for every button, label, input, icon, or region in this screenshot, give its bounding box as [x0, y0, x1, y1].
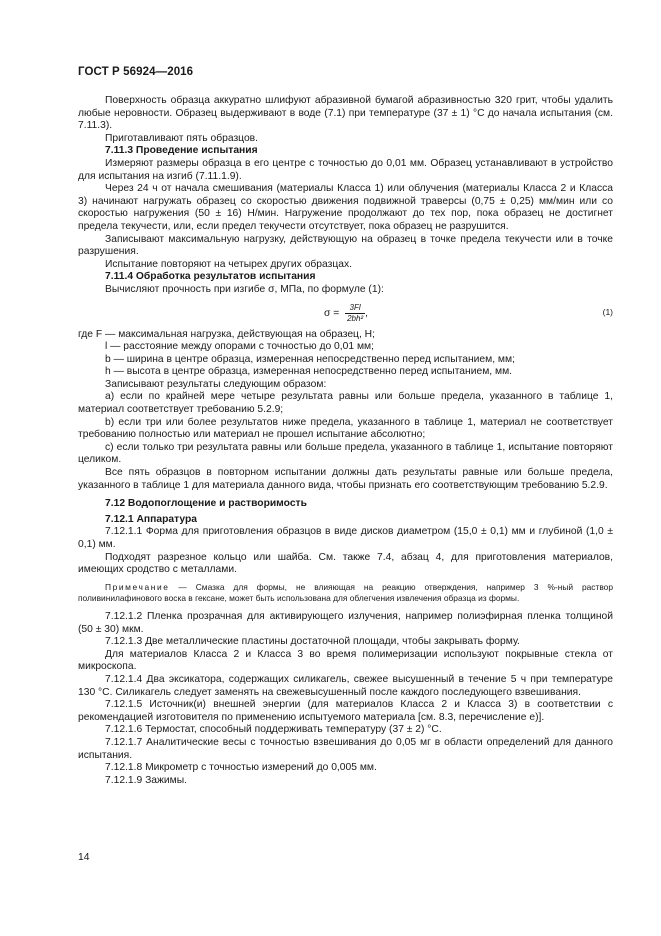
formula-lhs: σ = [324, 307, 340, 319]
paragraph: 7.12.1.6 Термостат, способный поддерживать температуру (37 ± 2) °С. [105, 724, 442, 736]
page-number: 14 [78, 852, 90, 863]
definition-h: h — высота в центре образца, измеренная непосредственно перед испытанием, мм. [105, 366, 513, 378]
formula-number: (1) [602, 306, 613, 317]
definition-l: l — расстояние между опорами с точностью до 0,01 мм; [105, 341, 374, 353]
formula-numerator: 3Fl [345, 303, 365, 314]
paragraph: Все пять образцов в повторном испытании должны дать результаты равные или больше предела, указанного в таблице 1 для материала данного вида, чтобы признать его соответствующим требованию 5.2.9. [78, 467, 613, 491]
note-label: Примечание [105, 581, 170, 592]
paragraph: 7.12.1.3 Две металлические пластины достаточной площади, чтобы закрывать форму. [105, 636, 520, 648]
paragraph: 7.12.1.9 Зажимы. [105, 774, 188, 786]
paragraph: Приготавливают пять образцов. [105, 132, 258, 144]
page-header-title: ГОСТ Р 56924—2016 [78, 66, 194, 78]
section-heading-7-12: 7.12 Водопоглощение и растворимость [105, 498, 307, 510]
formula-1 [78, 297, 613, 329]
definition-F: где F — максимальная нагрузка, действующая на образец, Н; [78, 328, 375, 340]
paragraph: Записывают результаты следующим образом: [105, 378, 327, 390]
section-heading-7-12-1: 7.12.1 Аппаратура [105, 513, 198, 525]
paragraph: 7.12.1.2 Пленка прозрачная для активирующего излучения, например полиэфирная пленка толщиной (50 ± 30) мкм. [78, 610, 613, 635]
formula-expression [324, 303, 368, 324]
formula-fraction [345, 303, 365, 324]
paragraph: Подходят разрезное кольцо или шайба. См. также 7.4, абзац 4, для приготовления материалов, имеющих сродство с металлами. [78, 551, 613, 576]
definition-b: b — ширина в центре образца, измеренная непосредственно перед испытанием, мм; [105, 353, 515, 365]
list-item-c: c) если только три результата равны или больше предела, указанного в таблице 1, испытание повторяют целиком. [78, 441, 613, 466]
paragraph: 7.12.1.5 Источник(и) внешней энергии (для материалов Класса 2 и Класса 3) в соответствии с рекомендацией изготовителя по применению испытуемого материала [см. 8.3, перечисление е)]. [78, 699, 613, 723]
document-body [78, 95, 613, 787]
section-heading-7-11-4: 7.11.4 Обработка результатов испытания [105, 271, 316, 283]
formula-trail: , [365, 307, 368, 319]
paragraph: 7.12.1.7 Аналитические весы с точностью взвешивания до 0,05 мг в области определений для данного испытания. [78, 736, 613, 761]
paragraph: Записывают максимальную нагрузку, действующую на образец в точке предела текучести или в точке разрушения. [78, 233, 613, 258]
note-text: — Смазка для формы, не влияющая на реакцию отверждения, например 3 %-ный раствор поливинилафинового воска в гексане, может быть использована для облегчения извлечения образца из формы. [78, 581, 613, 604]
formula-denominator: 2bh² [347, 313, 364, 323]
list-item-a: а) если по крайней мере четыре результата равны или больше предела, указанного в таблице 1, материал соответствует требованию 5.2.9; [78, 391, 613, 416]
paragraph: Измеряют размеры образца в его центре с точностью до 0,01 мм. Образец устанавливают в устройство для испытания на изгиб (7.11.1.9). [78, 157, 613, 182]
paragraph: Через 24 ч от начала смешивания (материалы Класса 1) или облучения (материалы Класса 2 и Класса 3) начинают нагружать образец со скоростью движения подвижной траверсы (0,75 ± 0,25) мм/мин или со скоростью нагружения (50 ± 16) Н/мин. Нагружение продолжают до тех пор, пока образец не достигнет предела текучести, или, если предел текучести отсутствует, пока образец не разрушится. [78, 183, 613, 232]
paragraph: Вычисляют прочность при изгибе σ, МПа, по формуле (1): [105, 283, 384, 295]
paragraph: Испытание повторяют на четырех других образцах. [105, 258, 352, 270]
paragraph: 7.12.1.1 Форма для приготовления образцов в виде дисков диаметром (15,0 ± 0,1) мм и глубиной (1,0 ± 0,1) мм. [78, 526, 613, 550]
section-heading-7-11-3: 7.11.3 Проведение испытания [105, 145, 258, 157]
list-item-b: b) если три или более результатов ниже предела, указанного в таблице 1, материал не соответствует требованию полностью или материал не прошел испытание абсолютно; [78, 416, 613, 441]
paragraph: 7.12.1.8 Микрометр с точностью измерений до 0,005 мм. [105, 762, 377, 774]
paragraph: 7.12.1.4 Два эксикатора, содержащих силикагель, свежее высушенный в течение 5 ч при температуре 130 °С. Силикагель следует заменять на свежевысушенный после каждого последующего взвешивания. [78, 673, 613, 698]
paragraph: Поверхность образца аккуратно шлифуют абразивной бумагой абразивностью 320 грит, чтобы удалить любые неровности. Образец выдерживают в воде (7.1) при температуре (37 ± 1) °С до начала испытания (см. 7.11.3). [78, 95, 613, 132]
note [78, 582, 613, 605]
paragraph: Для материалов Класса 2 и Класса 3 во время полимеризации используют покрывные стекла от микроскопа. [78, 648, 613, 673]
